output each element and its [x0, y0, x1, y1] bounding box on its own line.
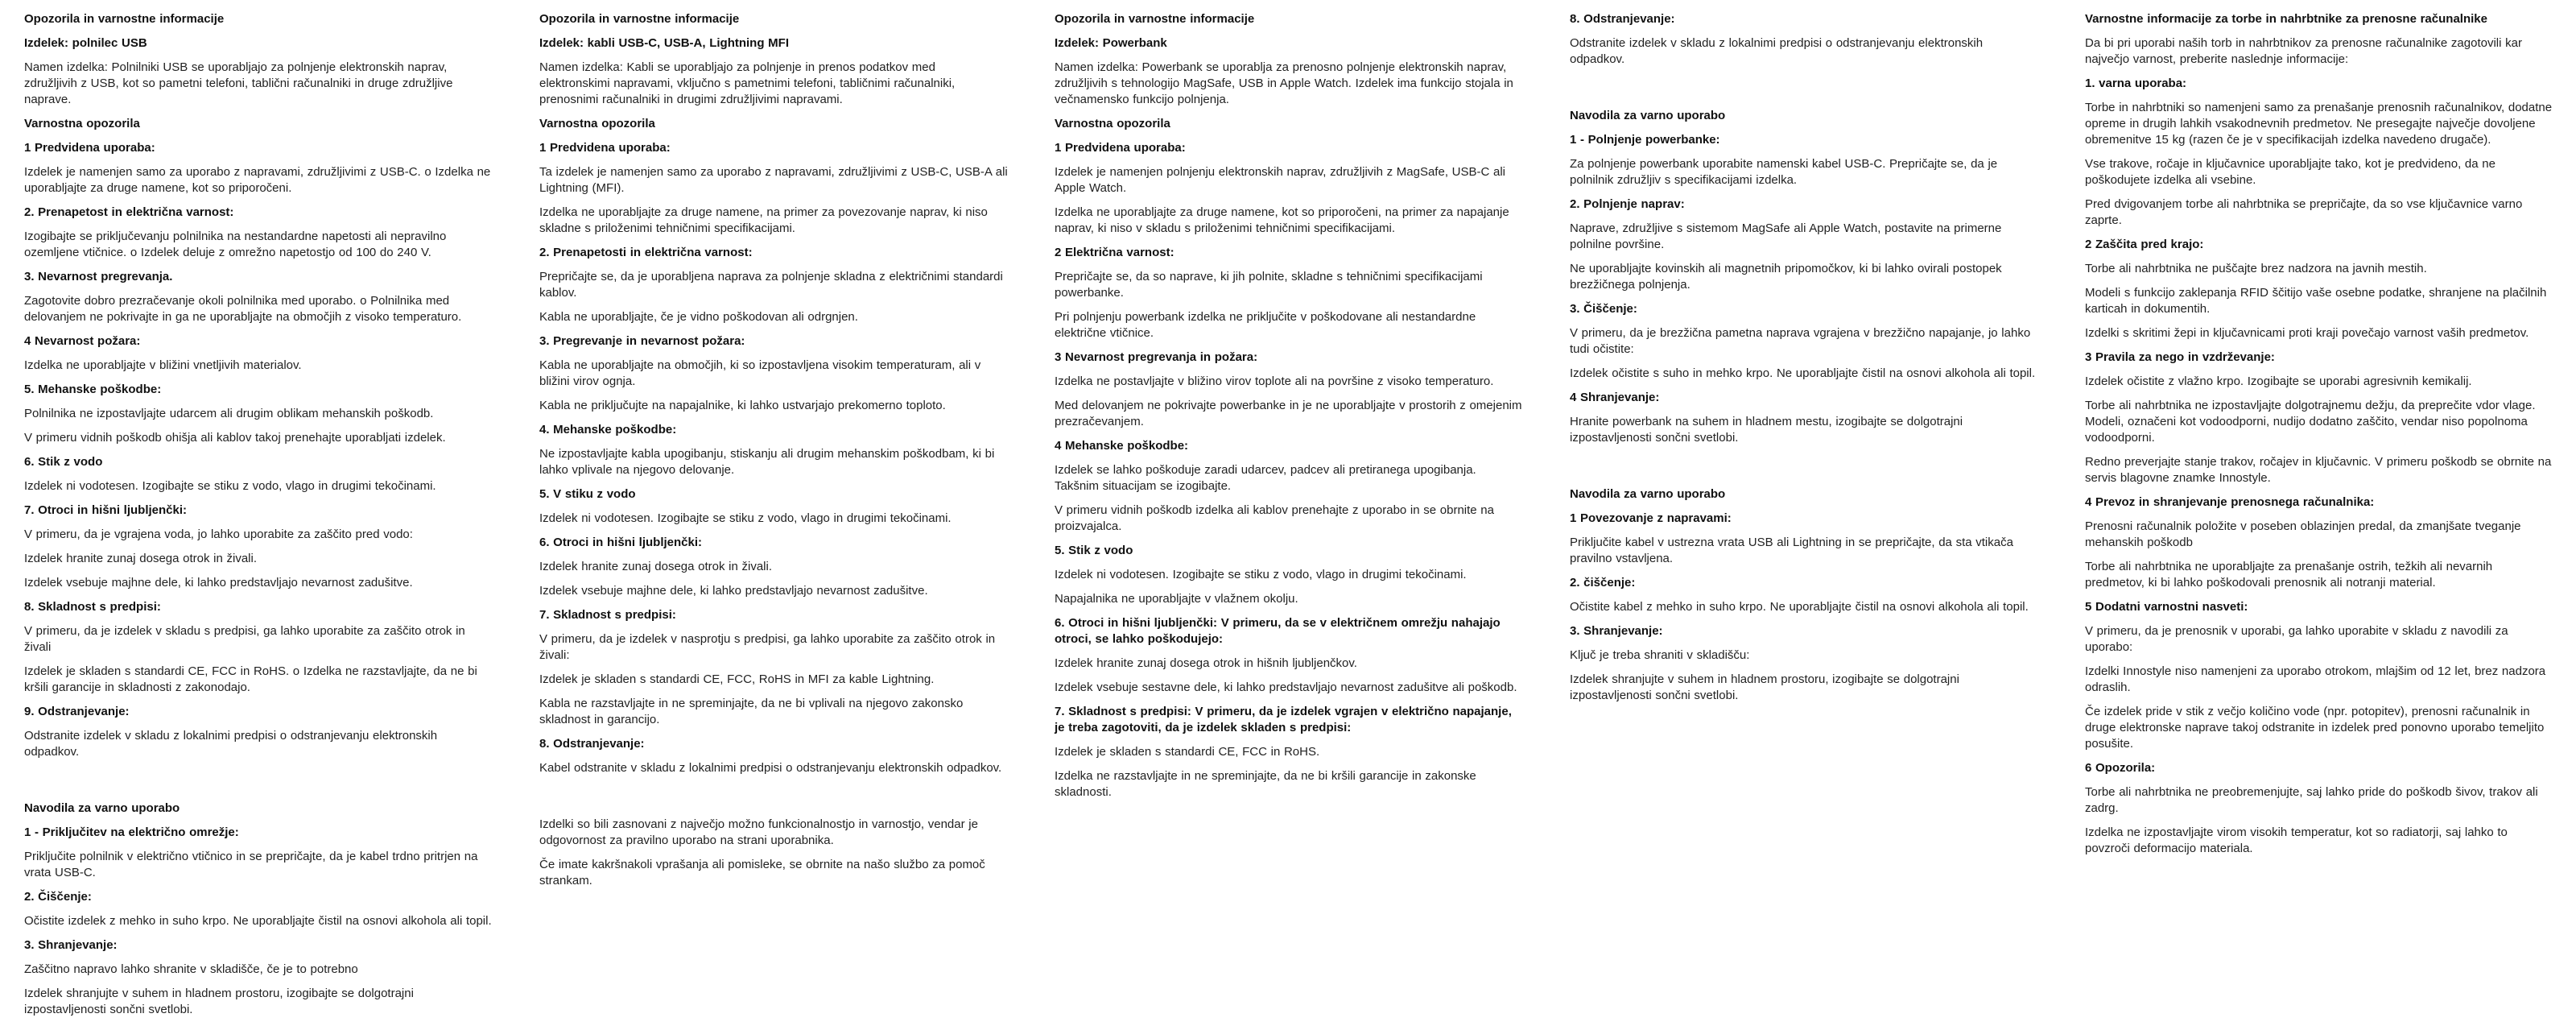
section-heading: Opozorila in varnostne informacije [24, 12, 225, 26]
paragraph: Izdelek očistite z vlažno krpo. Izogibajte se uporabi agresivnih kemikalij. [2085, 374, 2472, 388]
section-heading: 5 Dodatni varnostni nasveti: [2085, 600, 2248, 614]
paragraph: V primeru, da je prenosnik v uporabi, ga lahko uporabite v skladu z navodili za uporabo: [2085, 624, 2508, 654]
section-heading: Opozorila in varnostne informacije [539, 12, 740, 26]
paragraph: Izdelek ni vodotesen. Izogibajte se stiku z vodo, vlago in drugimi tekočinami. [539, 511, 952, 525]
paragraph: Za polnjenje powerbank uporabite namenski kabel USB-C. Prepričajte se, da je polnilnik združljiv s specifikacijami izdelka. [1570, 157, 1998, 187]
column-4 [1570, 11, 2039, 712]
section-heading: 1 Predvidena uporaba: [1055, 141, 1186, 155]
section-heading: 6 Opozorila: [2085, 761, 2156, 775]
section-heading: 2. čiščenje: [1570, 576, 1636, 590]
spacer [1570, 76, 2039, 100]
section-heading: 4 Nevarnost požara: [24, 334, 141, 348]
section-heading: 6. Stik z vodo [24, 455, 103, 469]
spacer [1570, 454, 2039, 478]
paragraph: Izdelki s skritimi žepi in ključavnicami proti kraji povečajo varnost vaših predmetov. [2085, 326, 2529, 340]
paragraph: Če imate kakršnakoli vprašanja ali pomisleke, se obrnite na našo službo za pomoč strankam. [539, 858, 985, 887]
section-heading: 9. Odstranjevanje: [24, 705, 130, 718]
paragraph: Torbe ali nahrbtnika ne preobremenjujte, saj lahko pride do poškodb šivov, trakov ali zadrg. [2085, 785, 2538, 815]
paragraph: Izdelki so bili zasnovani z največjo možno funkcionalnostjo in varnostjo, vendar je odgovornost za pravilno uporabo na strani uporabnika. [539, 817, 978, 847]
section-heading: 8. Odstranjevanje: [1570, 12, 1675, 26]
spacer [539, 784, 1009, 809]
paragraph: Modeli s funkcijo zaklepanja RFID ščitijo vaše osebne podatke, shranjene na plačilnih karticah in dokumentih. [2085, 286, 2547, 316]
paragraph: Med delovanjem ne pokrivajte powerbanke in je ne uporabljajte v prostorih z omejenim prezračevanjem. [1055, 399, 1522, 428]
section-heading: 8. Odstranjevanje: [539, 737, 645, 751]
paragraph: Očistite izdelek z mehko in suho krpo. Ne uporabljajte čistil na osnovi alkohola ali topil. [24, 914, 492, 928]
section-heading: Izdelek: polnilec USB [24, 36, 147, 50]
section-heading: 3 Pravila za nego in vzdrževanje: [2085, 350, 2275, 364]
paragraph: Torbe ali nahrbtnika ne uporabljajte za prenašanje ostrih, težkih ali nevarnih predmetov, ki bi lahko poškodovali prenosnik ali notranji material. [2085, 560, 2493, 590]
paragraph: Izdelek hranite zunaj dosega otrok in živali. [24, 552, 257, 565]
paragraph: Izdelek vsebuje sestavne dele, ki lahko predstavljajo nevarnost zadušitve ali poškodb. [1055, 681, 1517, 694]
paragraph: V primeru, da je brezžična pametna naprava vgrajena v brezžično napajanje, jo lahko tudi očistite: [1570, 326, 2031, 356]
section-heading: 2. Prenapetost in električna varnost: [24, 205, 234, 219]
section-heading: 5. Stik z vodo [1055, 544, 1133, 557]
paragraph: Če izdelek pride v stik z večjo količino vode (npr. potopitev), prenosni računalnik in druge elektronske naprave takoj odstranite in izdelek pred ponovno uporabo temeljito posušite. [2085, 705, 2545, 751]
paragraph: Ne izpostavljajte kabla upogibanju, stiskanju ali drugim mehanskim poškodbam, ki bi lahko vplivale na njegovo delovanje. [539, 447, 995, 477]
paragraph: Kabla ne razstavljajte in ne spreminjajte, da ne bi vplivali na njegovo zakonsko skladnost in garancijo. [539, 697, 964, 726]
paragraph: Izdelka ne izpostavljajte virom visokih temperatur, kot so radiatorji, saj lahko to povzroči deformacijo materiala. [2085, 825, 2508, 855]
section-heading: Navodila za varno uporabo [1570, 109, 1726, 122]
paragraph: Izdelka ne postavljajte v bližino virov toplote ali na površine z visoko temperaturo. [1055, 374, 1494, 388]
paragraph: Izdelek je namenjen samo za uporabo z napravami, združljivimi z USB-C. o Izdelka ne uporabljajte za druge namene, kot so priporočeni. [24, 165, 491, 195]
paragraph: Izdelek je skladen s standardi CE, FCC, RoHS in MFI za kable Lightning. [539, 672, 935, 686]
column-2 [539, 11, 1009, 897]
paragraph: Kabla ne uporabljajte na območjih, ki so izpostavljena visokim temperaturam, ali v bližini virov ognja. [539, 358, 981, 388]
paragraph: Izdelek vsebuje majhne dele, ki lahko predstavljajo nevarnost zadušitve. [539, 584, 928, 598]
paragraph: Ta izdelek je namenjen samo za uporabo z napravami, združljivimi z USB-C, USB-A ali Lightning (MFI). [539, 165, 1008, 195]
section-heading: Varnostne informacije za torbe in nahrbtnike za prenosne računalnike [2085, 12, 2487, 26]
column-5 [2085, 11, 2554, 865]
column-1 [24, 11, 493, 1026]
paragraph: Redno preverjajte stanje trakov, ročajev in ključavnic. V primeru poškodb se obrnite na servis blagovne znamke Innostyle. [2085, 455, 2552, 485]
paragraph: Prepričajte se, da so naprave, ki jih polnite, skladne s tehničnimi specifikacijami powerbanke. [1055, 270, 1483, 300]
paragraph: Izdelek je namenjen polnjenju elektronskih naprav, združljivih z MagSafe, USB-C ali Apple Watch. [1055, 165, 1505, 195]
section-heading: Opozorila in varnostne informacije [1055, 12, 1255, 26]
section-heading: 4. Mehanske poškodbe: [539, 423, 677, 436]
paragraph: Zagotovite dobro prezračevanje okoli polnilnika med uporabo. o Polnilnika med delovanjem ne pokrivajte in ga ne uporabljajte na območjih z visoko temperaturo. [24, 294, 462, 324]
paragraph: Izdelka ne uporabljajte za druge namene, kot so priporočeni, na primer za napajanje naprav, ki niso v skladu s priloženimi tehničnimi specifikacijami. [1055, 205, 1509, 235]
section-heading: 2 Zaščita pred krajo: [2085, 238, 2204, 251]
section-heading: 7. Skladnost s predpisi: [539, 608, 676, 622]
paragraph: Izdelki Innostyle niso namenjeni za uporabo otrokom, mlajšim od 12 let, brez nadzora odraslih. [2085, 664, 2546, 694]
paragraph: Ne uporabljajte kovinskih ali magnetnih pripomočkov, ki bi lahko ovirali postopek brezžičnega polnjenja. [1570, 262, 2002, 292]
section-heading: 3. Čiščenje: [1570, 302, 1637, 316]
paragraph: Odstranite izdelek v skladu z lokalnimi predpisi o odstranjevanju elektronskih odpadkov. [1570, 36, 1984, 66]
paragraph: Polnilnika ne izpostavljajte udarcem ali drugim oblikam mehanskih poškodb. [24, 407, 434, 420]
paragraph: V primeru vidnih poškodb izdelka ali kablov prenehajte z uporabo in se obrnite na proizvajalca. [1055, 503, 1494, 533]
paragraph: Izdelek shranjujte v suhem in hladnem prostoru, izogibajte se dolgotrajni izpostavljenosti sončni svetlobi. [24, 987, 414, 1016]
section-heading: 4 Prevoz in shranjevanje prenosnega računalnika: [2085, 495, 2375, 509]
section-heading: Varnostna opozorila [24, 117, 140, 130]
paragraph: Torbe ali nahrbtnika ne izpostavljajte dolgotrajnemu dežju, da preprečite vdor vlage. Modeli, označeni kot vodoodporni, nudijo dodatno zaščito, vendar niso popolnoma vodoodporni. [2085, 399, 2536, 445]
paragraph: Izdelek hranite zunaj dosega otrok in živali. [539, 560, 772, 573]
paragraph: Izdelek hranite zunaj dosega otrok in hišnih ljubljenčkov. [1055, 656, 1357, 670]
paragraph: Priključite kabel v ustrezna vrata USB ali Lightning in se prepričajte, da sta vtikača pravilno vstavljena. [1570, 536, 2013, 565]
section-heading: 4 Shranjevanje: [1570, 391, 1660, 404]
paragraph: Prepričajte se, da je uporabljena naprava za polnjenje skladna z električnimi standardi kablov. [539, 270, 1003, 300]
paragraph: V primeru vidnih poškodb ohišja ali kablov takoj prenehajte uporabljati izdelek. [24, 431, 446, 445]
paragraph: Izdelek shranjujte v suhem in hladnem prostoru, izogibajte se dolgotrajni izpostavljenosti sončni svetlobi. [1570, 672, 1959, 702]
paragraph: Namen izdelka: Powerbank se uporablja za prenosno polnjenje elektronskih naprav, združljivih s tehnologijo MagSafe, USB in Apple Watch. Izdelek ima funkcijo stojala in večnamensko funkcijo polnjenja. [1055, 60, 1513, 106]
paragraph: Napajalnika ne uporabljajte v vlažnem okolju. [1055, 592, 1298, 606]
section-heading: Varnostna opozorila [1055, 117, 1170, 130]
section-heading: 2. Polnjenje naprav: [1570, 197, 1685, 211]
section-heading: 2. Prenapetosti in električna varnost: [539, 246, 753, 259]
section-heading: 3. Nevarnost pregrevanja. [24, 270, 173, 283]
section-heading: 1 - Polnjenje powerbanke: [1570, 133, 1720, 147]
paragraph: Zaščitno napravo lahko shranite v skladišče, če je to potrebno [24, 962, 358, 976]
paragraph: Izogibajte se priključevanju polnilnika na nestandardne napetosti ali nepravilno ozemljene vtičnice. o Izdelek deluje z omrežno napetostjo od 100 do 240 V. [24, 230, 447, 259]
paragraph: Namen izdelka: Polnilniki USB se uporabljajo za polnjenje elektronskih naprav, združljivih z USB, kot so pametni telefoni, tablični računalniki in druge združljive naprave. [24, 60, 453, 106]
section-heading: 3. Shranjevanje: [1570, 624, 1663, 638]
paragraph: Izdelek je skladen s standardi CE, FCC in RoHS. o Izdelka ne razstavljajte, da ne bi kršili garancije in skladnosti z zakonodajo. [24, 664, 477, 694]
paragraph: V primeru, da je izdelek v skladu s predpisi, ga lahko uporabite za zaščito otrok in živali [24, 624, 465, 654]
section-heading: 1 Predvidena uporaba: [539, 141, 671, 155]
paragraph: Pred dvigovanjem torbe ali nahrbtnika se prepričajte, da so vse ključavnice varno zaprte. [2085, 197, 2523, 227]
paragraph: Kabla ne uporabljajte, če je vidno poškodovan ali odrgnjen. [539, 310, 858, 324]
section-heading: 8. Skladnost s predpisi: [24, 600, 161, 614]
section-heading: 1. varna uporaba: [2085, 77, 2187, 90]
paragraph: Kabla ne priključujte na napajalnike, ki lahko ustvarjajo prekomerno toploto. [539, 399, 946, 412]
section-heading: 2 Električna varnost: [1055, 246, 1174, 259]
section-heading: Izdelek: kabli USB-C, USB-A, Lightning MFI [539, 36, 789, 50]
paragraph: Očistite kabel z mehko in suho krpo. Ne uporabljajte čistil na osnovi alkohola ali topil. [1570, 600, 2029, 614]
paragraph: Izdelek je skladen s standardi CE, FCC in RoHS. [1055, 745, 1320, 759]
section-heading: Navodila za varno uporabo [1570, 487, 1726, 501]
paragraph: Izdelek vsebuje majhne dele, ki lahko predstavljajo nevarnost zadušitve. [24, 576, 413, 590]
paragraph: Odstranite izdelek v skladu z lokalnimi predpisi o odstranjevanju elektronskih odpadkov. [24, 729, 438, 759]
paragraph: Izdelek ni vodotesen. Izogibajte se stiku z vodo, vlago in drugimi tekočinami. [1055, 568, 1467, 581]
paragraph: Izdelek se lahko poškoduje zaradi udarcev, padcev ali pretiranega upogibanja. Takšnim situacijam se izogibajte. [1055, 463, 1476, 493]
section-heading: 3. Shranjevanje: [24, 938, 118, 952]
section-heading: 7. Otroci in hišni ljubljenčki: [24, 503, 188, 517]
section-heading: 6. Otroci in hišni ljubljenčki: [539, 536, 703, 549]
paragraph: Torbe ali nahrbtnika ne puščajte brez nadzora na javnih mestih. [2085, 262, 2427, 275]
section-heading: Izdelek: Powerbank [1055, 36, 1167, 50]
section-heading: 2. Čiščenje: [24, 890, 92, 904]
paragraph: Hranite powerbank na suhem in hladnem mestu, izogibajte se dolgotrajni izpostavljenosti sončni svetlobi. [1570, 415, 1963, 445]
paragraph: Prenosni računalnik položite v poseben oblazinjen predal, da zmanjšate tveganje mehanskih poškodb [2085, 519, 2521, 549]
paragraph: Izdelka ne uporabljajte v bližini vnetljivih materialov. [24, 358, 302, 372]
section-heading: 3. Pregrevanje in nevarnost požara: [539, 334, 745, 348]
paragraph: Da bi pri uporabi naših torb in nahrbtnikov za prenosne računalnike zagotovili kar največjo varnost, preberite naslednje informacije: [2085, 36, 2522, 66]
paragraph: V primeru, da je izdelek v nasprotju s predpisi, ga lahko uporabite za zaščito otrok in živali: [539, 632, 996, 662]
section-heading: 7. Skladnost s predpisi: V primeru, da je izdelek vgrajen v električno napajanje, je treba zagotoviti, da je izdelek skladen s predpisi: [1055, 705, 1512, 734]
paragraph: Ključ je treba shraniti v skladišču: [1570, 648, 1750, 662]
section-heading: 1 Predvidena uporaba: [24, 141, 155, 155]
section-heading: 6. Otroci in hišni ljubljenčki: V primeru, da se v električnem omrežju nahajajo otroci, se lahko poškodujejo: [1055, 616, 1501, 646]
paragraph: Pri polnjenju powerbank izdelka ne priključite v poškodovane ali nestandardne električne vtičnice. [1055, 310, 1476, 340]
paragraph: Priključite polnilnik v električno vtičnico in se prepričajte, da je kabel trdno pritrjen na vrata USB-C. [24, 850, 478, 879]
paragraph: Izdelka ne razstavljajte in ne spreminjajte, da ne bi kršili garancije in zakonske skladnosti. [1055, 769, 1476, 799]
section-heading: Varnostna opozorila [539, 117, 655, 130]
paragraph: Kabel odstranite v skladu z lokalnimi predpisi o odstranjevanju elektronskih odpadkov. [539, 761, 1002, 775]
section-heading: 3 Nevarnost pregrevanja in požara: [1055, 350, 1258, 364]
paragraph: V primeru, da je vgrajena voda, jo lahko uporabite za zaščito pred vodo: [24, 527, 413, 541]
section-heading: 1 Povezovanje z napravami: [1570, 511, 1732, 525]
column-3 [1055, 11, 1524, 809]
section-heading: 5. Mehanske poškodbe: [24, 383, 162, 396]
paragraph: Izdelka ne uporabljajte za druge namene, na primer za povezovanje naprav, ki niso skladne s priloženimi tehničnimi specifikacijami. [539, 205, 988, 235]
paragraph: Naprave, združljive s sistemom MagSafe ali Apple Watch, postavite na primerne polnilne površine. [1570, 221, 2002, 251]
paragraph: Namen izdelka: Kabli se uporabljajo za polnjenje in prenos podatkov med elektronskimi napravami, vključno s pametnimi telefoni, tabličnimi računalniki, prenosnimi računalniki in drugimi združljivimi napravami. [539, 60, 956, 106]
section-heading: 5. V stiku z vodo [539, 487, 636, 501]
section-heading: 4 Mehanske poškodbe: [1055, 439, 1189, 453]
paragraph: Torbe in nahrbtniki so namenjeni samo za prenašanje prenosnih računalnikov, dodatne opreme in drugih lahkih vsakodnevnih predmetov. Ne presegajte največje dovoljene obremenitve 15 kg (razen če je v specifikacijah izdelka navedeno drugače). [2085, 101, 2553, 147]
paragraph: Vse trakove, ročaje in ključavnice uporabljajte tako, kot je predvideno, da ne poškodujete izdelka ali vsebine. [2085, 157, 2496, 187]
paragraph: Izdelek ni vodotesen. Izogibajte se stiku z vodo, vlago in drugimi tekočinami. [24, 479, 436, 493]
spacer [24, 768, 493, 792]
section-heading: Navodila za varno uporabo [24, 801, 180, 815]
section-heading: 1 - Priključitev na električno omrežje: [24, 825, 239, 839]
paragraph: Izdelek očistite s suho in mehko krpo. Ne uporabljajte čistil na osnovi alkohola ali topil. [1570, 366, 2036, 380]
